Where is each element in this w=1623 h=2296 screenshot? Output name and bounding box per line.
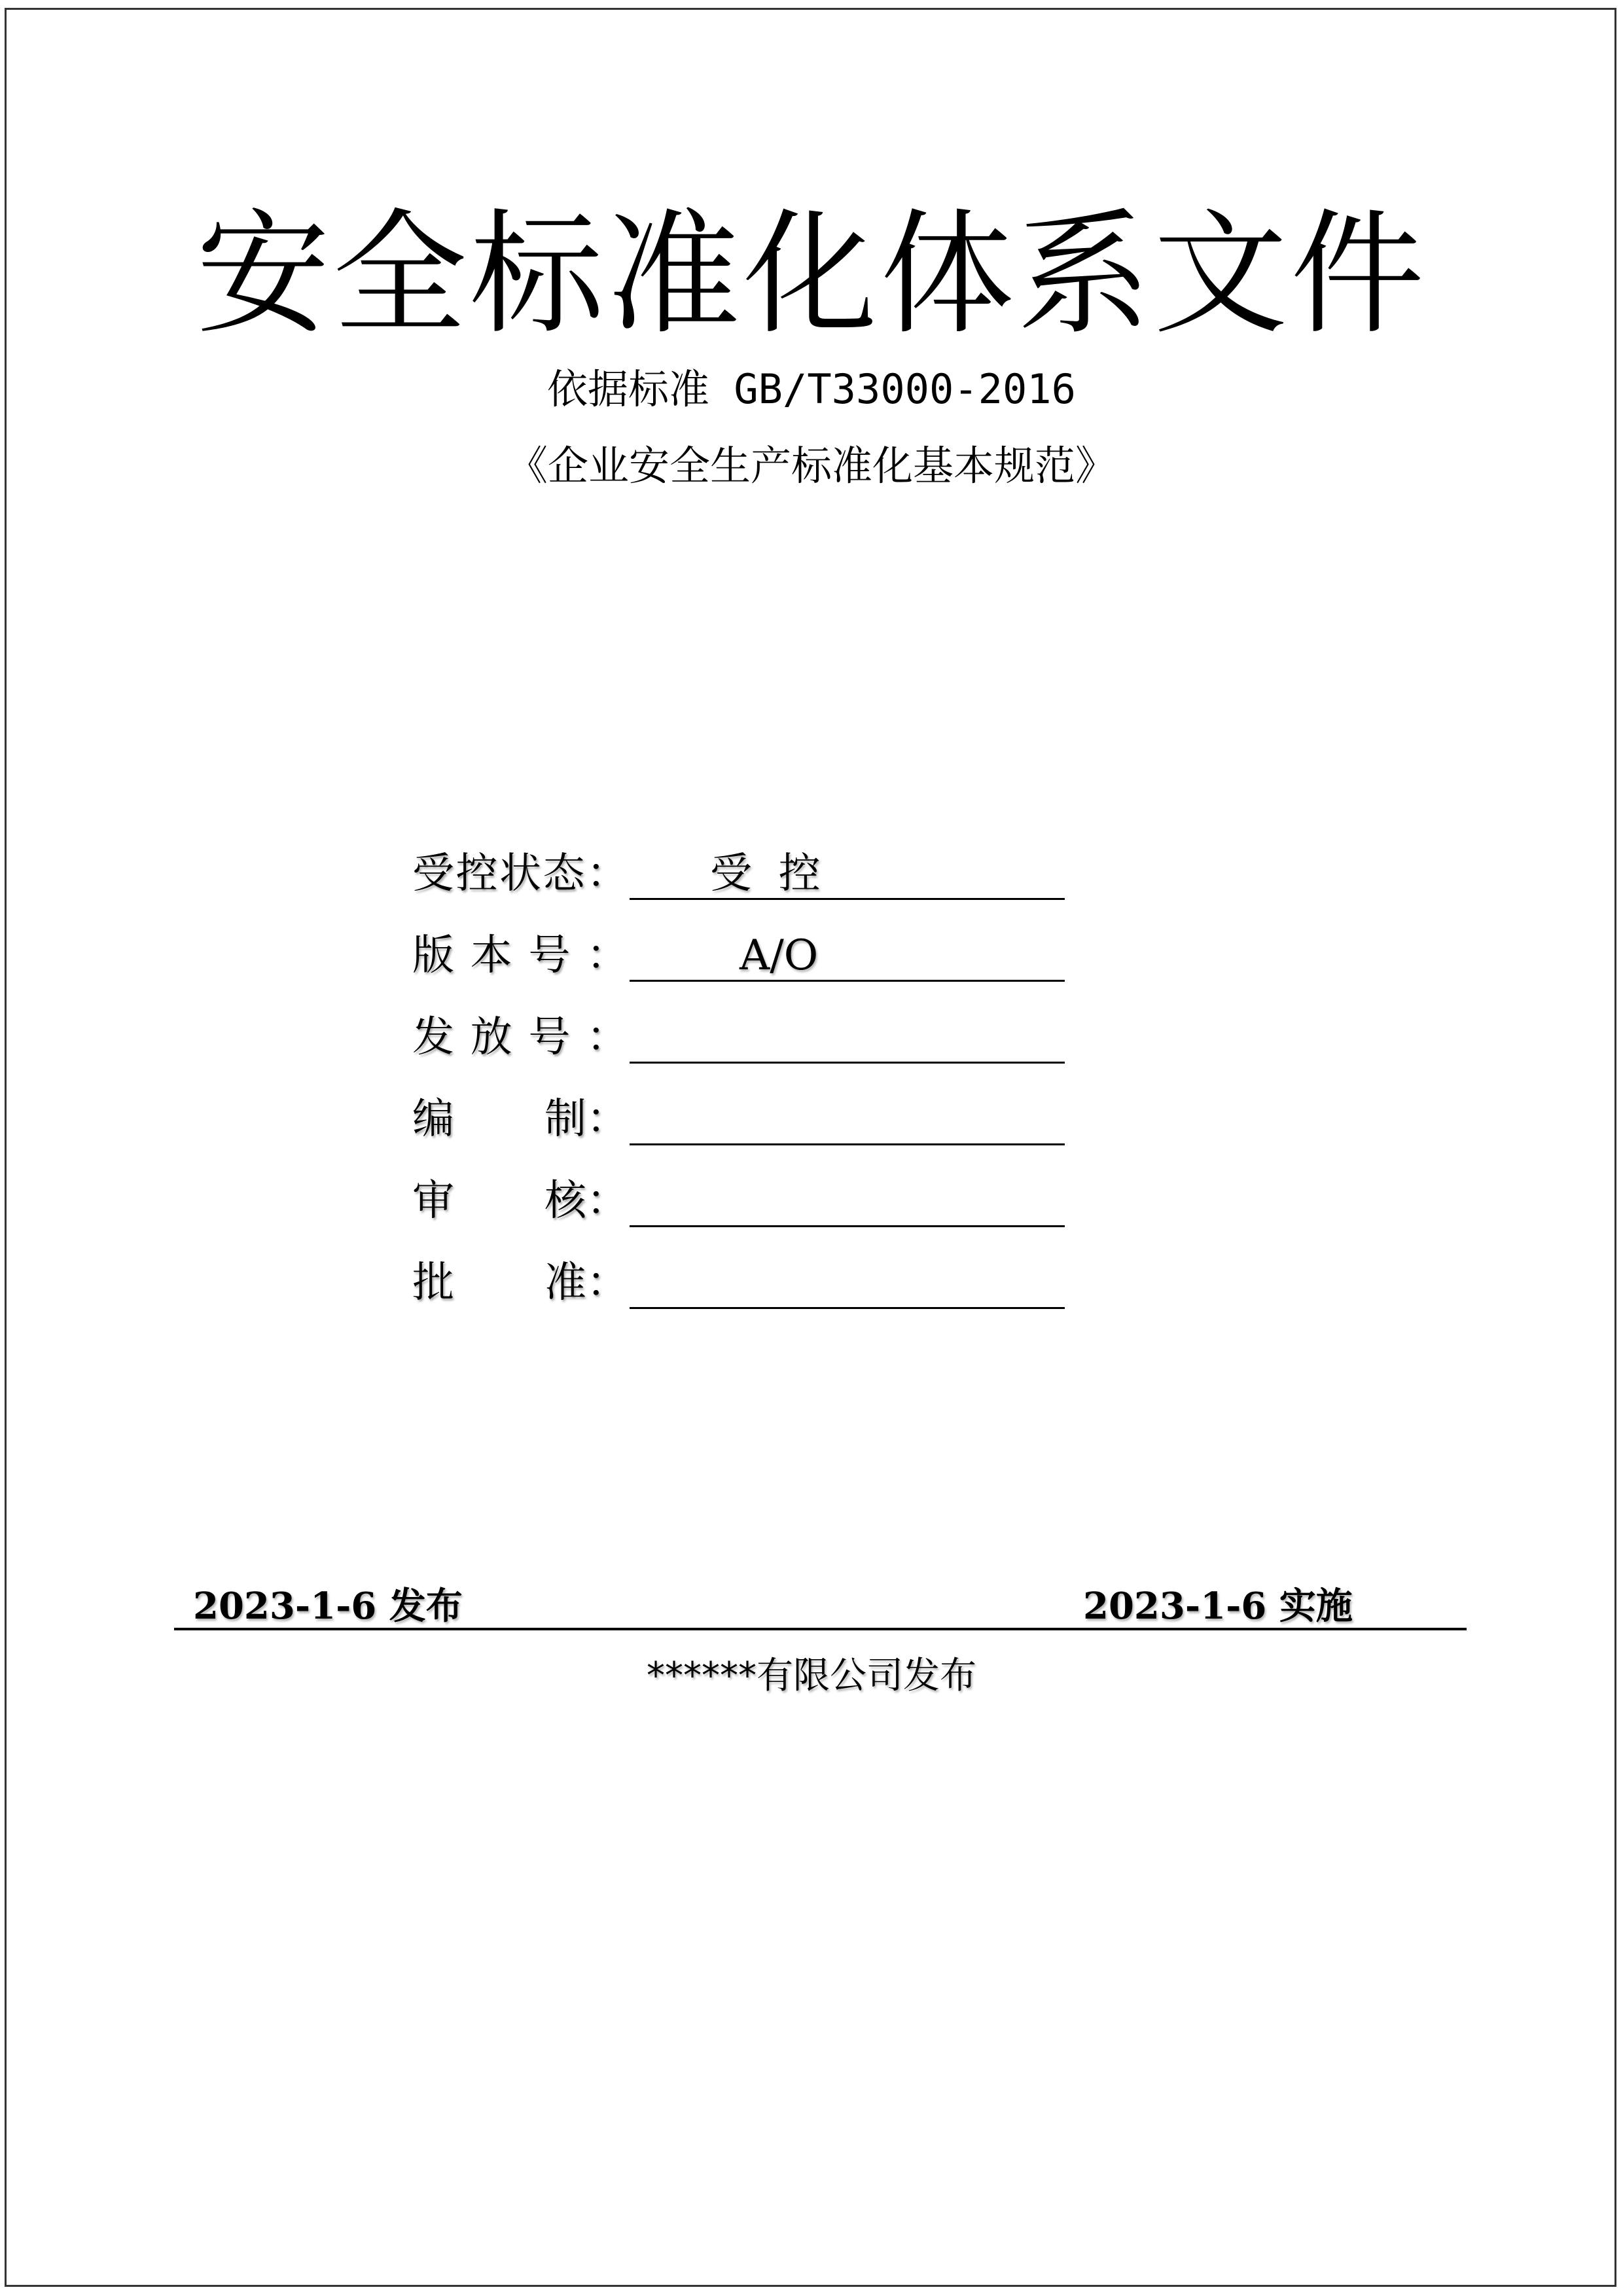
field-value: 受 控 (710, 850, 821, 898)
document-title: 安全标准化体系文件 (196, 197, 1427, 353)
field-issue-number (412, 1008, 1080, 1067)
field-underline (630, 1172, 1065, 1227)
field-control-status (412, 844, 1080, 903)
field-underline (630, 1253, 1065, 1309)
field-underline (630, 1008, 1065, 1064)
publisher: ******有限公司发布 (647, 1655, 976, 1697)
field-underline (630, 844, 1065, 900)
field-label: 受 控 状 态 ： (412, 850, 628, 898)
field-label: 审 核 ： (412, 1177, 628, 1225)
effective-date: 2023-1-6 实施 (1083, 1585, 1353, 1628)
field-underline (630, 926, 1065, 982)
field-label: 批 准 ： (412, 1259, 628, 1307)
standard-reference: 依据标准 GB/T33000-2016 (547, 365, 1076, 413)
field-reviewed-by (412, 1172, 1080, 1230)
field-compiled-by (412, 1090, 1080, 1149)
field-label: 编 制 ： (412, 1095, 628, 1143)
field-label: 发 放 号 ： (412, 1013, 628, 1062)
field-label: 版 本 号 ： (412, 931, 628, 980)
field-underline (630, 1090, 1065, 1145)
field-approved-by (412, 1253, 1080, 1312)
standard-name: 《企业安全生产标准化基本规范》 (507, 442, 1116, 490)
field-value: A/O (740, 931, 819, 980)
footer-rule (174, 1628, 1467, 1630)
issue-date: 2023-1-6 发布 (193, 1585, 463, 1628)
field-version-number (412, 926, 1080, 985)
